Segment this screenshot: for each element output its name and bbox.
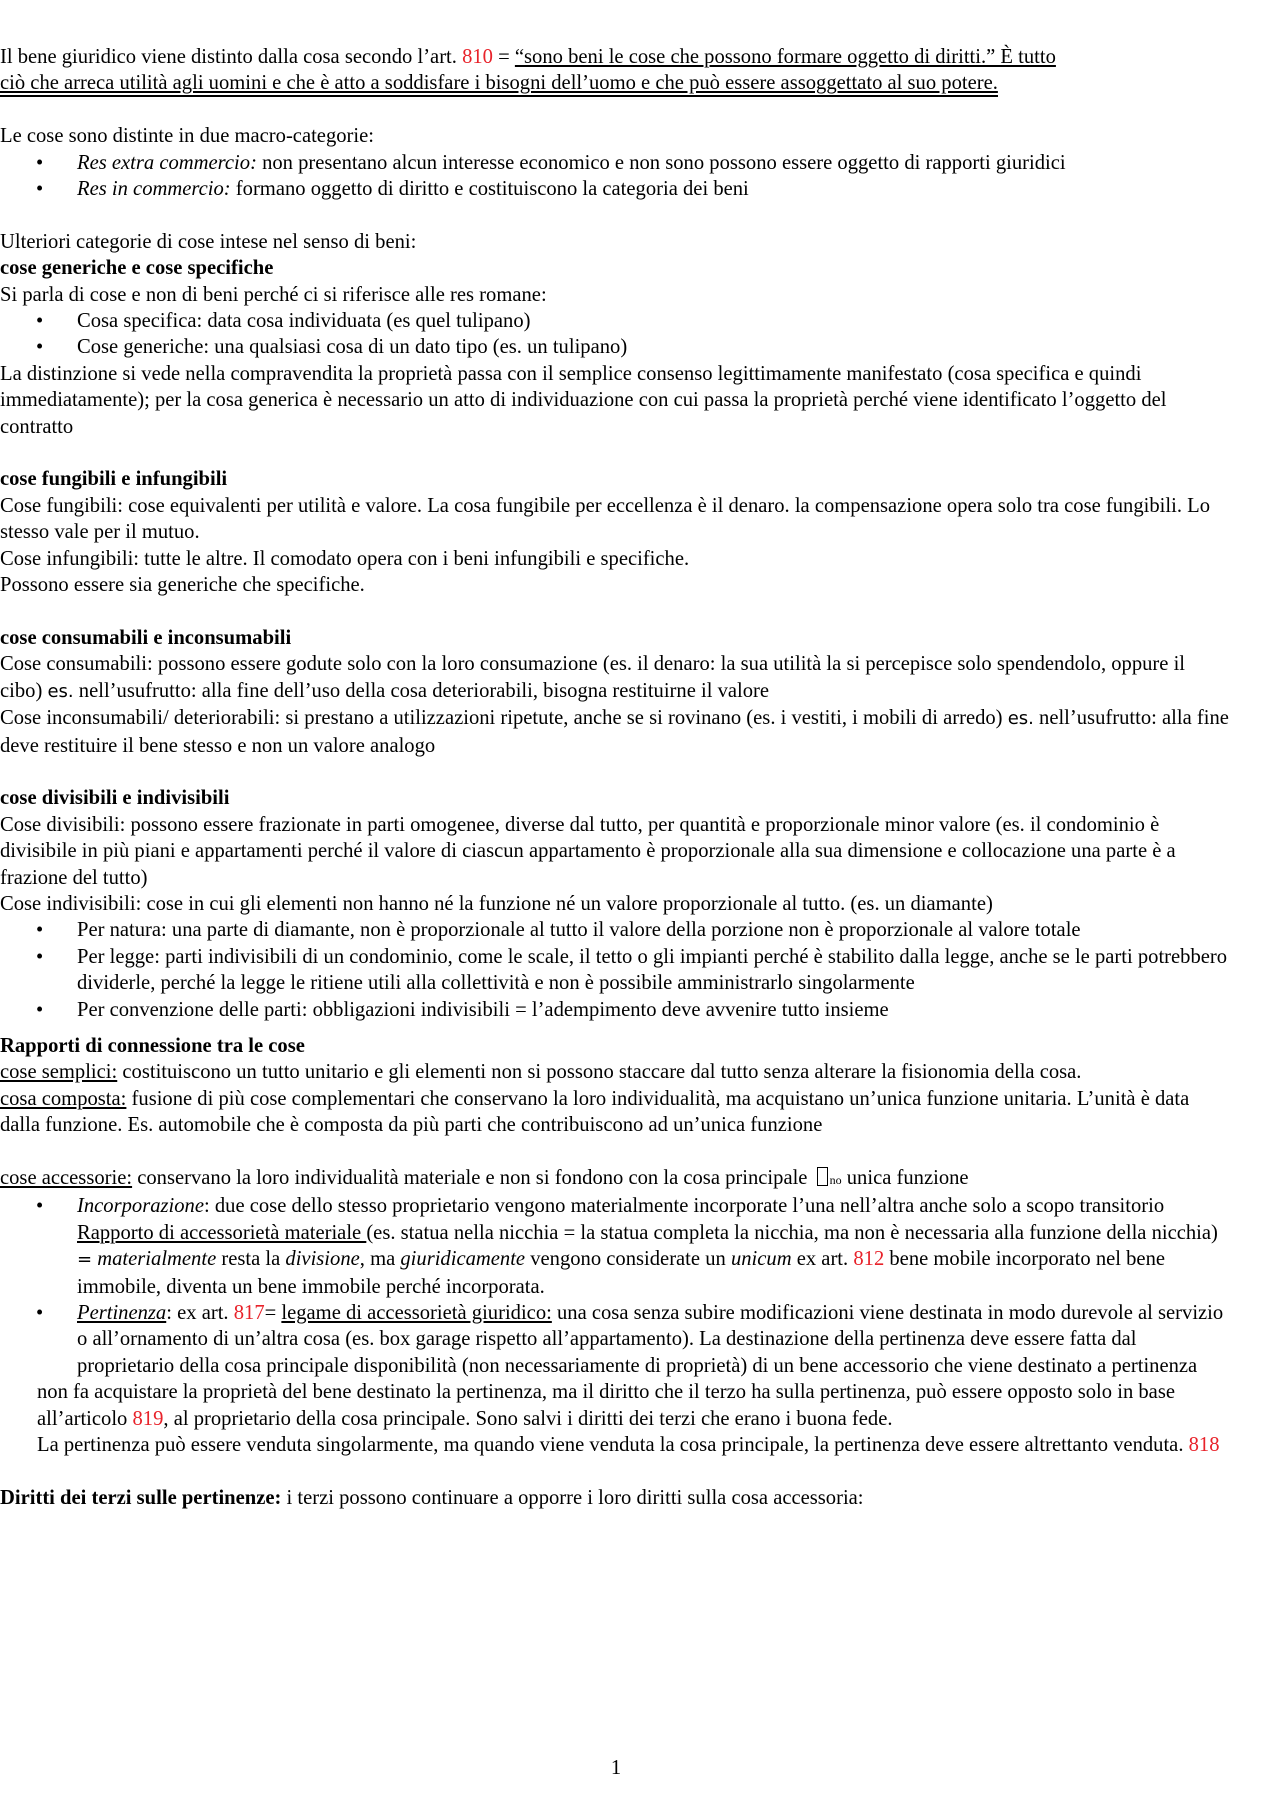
bullet-icon: • — [36, 178, 44, 201]
missing-glyph-icon — [817, 1167, 828, 1186]
inconsumabili-text: Cose inconsumabili/ deteriorabili: si prestano a utilizzazioni ripetute, anche se si rovinano (es. i vestiti, i mobili di arredo) es. nell’usufrutto: alla fine deve restituire il bene stesso e non un valore analogo — [0, 707, 1229, 757]
cose-accessorie-text: cose accessorie: conservano la loro individualità materiale e non si fondono con la cosa principale no unica funzione — [0, 1166, 969, 1189]
indivisibili-text: Cose indivisibili: cose in cui gli elementi non hanno né la funzione né un valore proporzionale al tutto. (es. un diamante) — [0, 892, 993, 915]
section-heading-fungibili: cose fungibili e infungibili — [0, 468, 228, 491]
cose-semplici-text: cose semplici: costituiscono un tutto unitario e gli elementi non si possono staccare dal tutto senza alterare la fisionomia della cosa. — [0, 1061, 1082, 1084]
macro-categorie-intro: Le cose sono distinte in due macro-categorie: — [0, 125, 374, 148]
bullet-icon: • — [36, 945, 44, 968]
macro-categorie-list — [0, 150, 1232, 203]
list-item: • Res extra commercio: non presentano alcun interesse economico e non sono possono essere oggetto di rapporti giuridici — [0, 150, 1232, 176]
list-item: • Cosa specifica: data cosa individuata (es quel tulipano) — [0, 308, 1232, 334]
paragraph-bene-giuridico: Il bene giuridico viene distinto dalla cosa secondo l’art. 810 = “sono beni le cose che possono formare oggetto di diritti.” È tutto ciò che arreca utilità agli uomini e che è atto a soddisfare i bisogni dell’uomo e che può essere assoggettato al suo potere. — [0, 44, 1232, 97]
section-heading-consumabili: cose consumabili e inconsumabili — [0, 626, 292, 649]
list-item-incorporazione: • Incorporazione: due cose dello stesso proprietario vengono materialmente incorporate l’una nell’altra anche solo a scopo transitorio Rapporto di accessorietà materiale (es. statua nella nicchia = la statua completa la nicchia, ma non è necessaria alla funzione della nicchia) = materialmente resta la divisione, ma giuridicamente vengono considerate un unicum ex art. 812 bene mobile incorporato nel bene immobile, diventa un bene immobile perché incorporata. — [36, 1195, 1218, 1298]
generiche-text: La distinzione si vede nella compravendita la proprietà passa con il semplice consenso legittimamente manifestato (cosa specifica e quindi immediatamente); per la cosa generica è necessario un atto di individuazione con cui passa la proprietà perché viene identificato l’oggetto del contratto — [0, 362, 1167, 438]
consumabili-text: Cose consumabili: possono essere godute solo con la loro consumazione (es. il denaro: la sua utilità la si percepisce solo spendendolo, oppure il cibo) es. nell’usufrutto: alla fine dell’uso della cosa deteriorabili, bisogna restituirne il valore — [0, 653, 1186, 702]
page-number: 1 — [610, 1757, 622, 1779]
list-item: • Per convenzione delle parti: obbligazioni indivisibili = l’adempimento deve avvenire tutto insieme — [0, 997, 1232, 1023]
bullet-icon: • — [36, 1195, 44, 1218]
section-heading-rapporti: Rapporti di connessione tra le cose — [0, 1034, 305, 1057]
cosa-composta-text: cosa composta: fusione di più cose complementari che conservano la loro individualità, ma acquistano un’unica funzione unitaria. L’unità è data dalla funzione. Es. automobile che è composta da più parti che contribuiscono ad un’unica funzione — [0, 1087, 1190, 1137]
bullet-icon: • — [36, 151, 44, 174]
list-item: • Res in commercio: formano oggetto di diritto e costituiscono la categoria dei beni — [0, 176, 1232, 202]
article-ref-812: 812 — [853, 1248, 885, 1271]
bullet-icon: • — [36, 310, 44, 333]
bullet-icon: • — [36, 998, 44, 1021]
list-item: • Per legge: parti indivisibili di un condominio, come le scale, il tetto o gli impianti perché è stabilito dalla legge, anche se le parti potrebbero dividerle, perché la legge le ritiene utili alla collettività e non è possibile amministrarlo singolarmente — [36, 945, 1228, 995]
generiche-list — [0, 308, 1232, 361]
article-ref-810: 810 — [462, 46, 493, 68]
list-item: • Per natura: una parte di diamante, non è proporzionale al tutto il valore della porzione non è proporzionale al valore totale — [0, 917, 1232, 943]
accessorie-list — [0, 1193, 1232, 1379]
bullet-icon: • — [36, 336, 44, 359]
diritti-terzi-text: Diritti dei terzi sulle pertinenze: i terzi possono continuare a opporre i loro diritti sulla cosa accessoria: — [0, 1486, 864, 1509]
indivisibili-list — [0, 917, 1232, 1023]
article-ref-819: 819 — [132, 1407, 164, 1430]
ulteriori-categorie: Ulteriori categorie di cose intese nel senso di beni: — [0, 230, 417, 253]
document-page — [0, 44, 1232, 1511]
pertinenza-note-2: La pertinenza può essere venduta singolarmente, ma quando viene venduta la cosa principale, la pertinenza deve essere altrettanto venduta. 818 — [37, 1434, 1220, 1457]
article-ref-817: 817 — [233, 1302, 265, 1324]
generiche-intro: Si parla di cose e non di beni perché ci si riferisce alle res romane: — [0, 283, 547, 306]
section-heading-generiche: cose generiche e cose specifiche — [0, 257, 274, 280]
fungibili-note: Possono essere sia generiche che specifiche. — [0, 574, 365, 597]
article-ref-818: 818 — [1188, 1434, 1220, 1457]
fungibili-text: Cose fungibili: cose equivalenti per utilità e valore. La cosa fungibile per eccellenza è il denaro. la compensazione opera solo tra cose fungibili. Lo stesso vale per il mutuo. — [0, 494, 1211, 544]
divisibili-text: Cose divisibili: possono essere frazionate in parti omogenee, diverse dal tutto, per quantità e proporzionale minor valore (es. il condominio è divisibile in più piani e appartamenti perché il valore di ciascun appartamento è proporzionale alla sua dimensione e collocazione una parte è a frazione del tutto) — [0, 813, 1176, 889]
bullet-icon: • — [36, 919, 44, 942]
infungibili-text: Cose infungibili: tutte le altre. Il comodato opera con i beni infungibili e specifiche. — [0, 547, 690, 570]
section-heading-divisibili: cose divisibili e indivisibili — [0, 787, 230, 810]
list-item: • Cose generiche: una qualsiasi cosa di un dato tipo (es. un tulipano) — [0, 334, 1232, 360]
list-item-pertinenza: • Pertinenza: ex art. 817= legame di accessorietà giuridico: una cosa senza subire modificazioni viene destinata in modo durevole al servizio o all’ornamento di un’altra cosa (es. box garage rispetto all’appartamento). La destinazione della pertinenza deve essere fatta dal proprietario della cosa principale disponibilità (non necessariamente di proprietà) di un bene accessorio che viene destinato a pertinenza — [36, 1302, 1224, 1377]
pertinenza-note-1: non fa acquistare la proprietà del bene destinato la pertinenza, ma il diritto che il terzo ha sulla pertinenza, può essere opposto solo in base all’articolo 819, al proprietario della cosa principale. Sono salvi i diritti dei terzi che erano i buona fede. — [37, 1381, 1175, 1430]
bullet-icon: • — [36, 1302, 44, 1324]
